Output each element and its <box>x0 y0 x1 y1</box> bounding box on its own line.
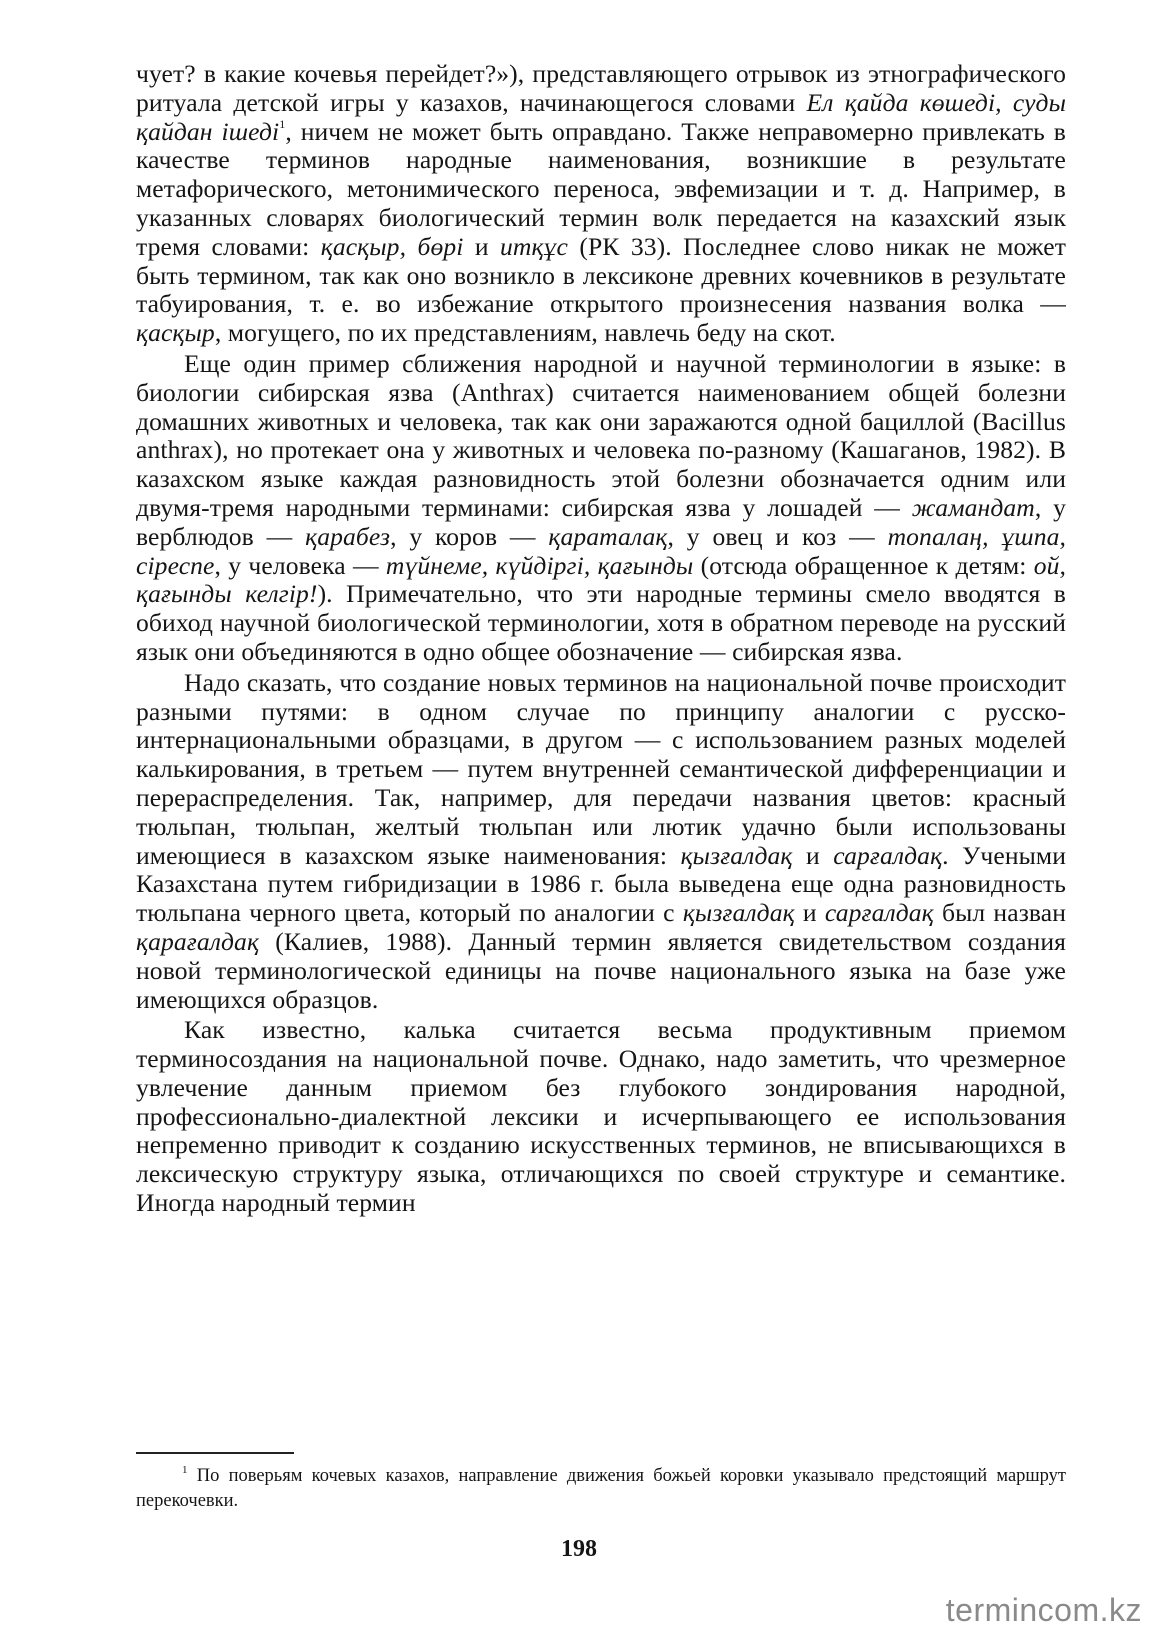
text-run: . Учеными Казахстана путем гибридизации в 1986 г. была выведена еще одна разновидность тюльпана черного цвета, который по аналогии с <box>136 840 1067 928</box>
footnote-marker: 1 <box>182 1464 188 1476</box>
text-run: Надо сказать, что создание новых терминов на национальной почве происходит разными путями: в одном случае по принципу аналогии с русско-интернациональными образцами, в другом — с использованием разных моделей калькирования, в третьем — путем внутренней семантической дифференциации и перераспределения. Так, например, для передачи названия цветов: красный тюльпан, тюльпан, желтый тюльпан или лютик удачно были использованы имеющиеся в казахском языке наименования: <box>136 667 1066 870</box>
footnote-reference: 1 <box>279 116 286 131</box>
text-run: , могущего, по их представлениям, навлечь беду на скот. <box>214 318 836 348</box>
text-run: , у коров — <box>390 521 549 551</box>
text-run: Еще один пример сближения народной и научной терминологии в языке: в биологии сибирская язва (Anthrax) считается наименованием общей болезни домашних животных и человека, так как они заражаются одной бациллой (Bacillus anthrax), но протекает она у животных и человека по-разному (Кашаганов, 1982). В казахском языке каждая разновидность этой болезни обозначается одним или двумя-тремя народными терминами: сибирская язва у лошадей — <box>136 348 1066 522</box>
italic-term: топалаң, ұшпа, сіреспе <box>136 521 1067 580</box>
text-run: (РК 33). Последнее слово никак не может быть термином, так как оно возникло в лексиконе древних кочевников в результате табуирования, т. е. во избежание открытого произнесения названия волка — <box>136 231 1066 319</box>
text-run: и <box>792 840 834 870</box>
italic-term: түйнеме, күйдіргі, қағынды <box>385 550 694 580</box>
paragraph <box>136 350 1066 667</box>
italic-term: сарғалдақ <box>833 840 943 870</box>
text-run: (отсюда обращенное к детям: <box>693 550 1034 580</box>
italic-term: қарағалдақ <box>136 926 260 956</box>
text-run: , у человека — <box>214 550 386 580</box>
italic-term: ой, қағынды келгір! <box>136 550 1066 609</box>
italic-term: қарабез <box>305 521 391 551</box>
text-run: был назван <box>933 898 1067 928</box>
text-run: ). Примечательно, что эти народные термины смело вводятся в обиход научной биологической терминологии, хотя в обратном переводе на русский язык они объединяются в одно общее обозначение — сибирская язва. <box>136 579 1066 666</box>
italic-term: қызғалдақ <box>680 840 793 870</box>
paragraph <box>136 1016 1066 1218</box>
italic-term: Ел қайда көшеді, суды қайдан ішеді <box>136 87 1066 146</box>
italic-term: сарғалдақ <box>824 898 934 928</box>
page-body <box>136 60 1066 1218</box>
text-run: Как известно, калька считается весьма продуктивным приемом терминосоздания на национальной почве. Однако, надо заметить, что чрезмерное увлечение данным приемом без глубокого зондирования народной, профессионально-диалектной лексики и исчерпывающего ее использования непременно приводит к созданию искусственных терминов, не вписывающихся в лексическую структуру языка, отличающихся по своей структуре и семантике. Иногда народный термин <box>136 1015 1066 1218</box>
footnote-text: По поверьям кочевых казахов, направление движения божьей коровки указывало предстоящий маршрут перекочевки. <box>136 1466 1066 1511</box>
text-run: (Калиев, 1988). Данный термин является свидетельством создания новой терминологической единицы на почве национального языка на базе уже имеющихся образцов. <box>136 926 1066 1014</box>
italic-term: қызғалдақ <box>682 898 795 928</box>
footnote <box>136 1464 1066 1514</box>
italic-term: жамандат <box>911 492 1035 522</box>
italic-term: итқұс <box>500 231 568 261</box>
text-run: , ничем не может быть оправдано. Также неправомерно привлекать в качестве терминов народные наименования, возникшие в результате метафорического, метонимического переноса, эвфемизации и т. д. Например, в указанных словарях биологический термин волк передается на казахский язык тремя словами: <box>136 116 1066 261</box>
paragraph <box>136 60 1066 348</box>
text-run: и <box>794 898 825 928</box>
italic-term: қасқыр <box>136 318 215 348</box>
text-run: , у верблюдов — <box>136 492 1066 551</box>
watermark: termincom.kz <box>945 1592 1142 1628</box>
text-run: , у овец и коз — <box>667 521 888 551</box>
italic-term: қасқыр, бөрі <box>320 231 464 261</box>
text-run: и <box>463 231 501 261</box>
paragraph <box>136 669 1066 1015</box>
page-number: 198 <box>561 1536 597 1562</box>
text-run: чует? в какие кочевья перейдет?»), представляющего отрывок из этнографического ритуала детской игры у казахов, начинающегося словами <box>136 59 1066 117</box>
italic-term: қараталақ <box>548 521 668 551</box>
footnote-divider <box>136 1452 294 1454</box>
